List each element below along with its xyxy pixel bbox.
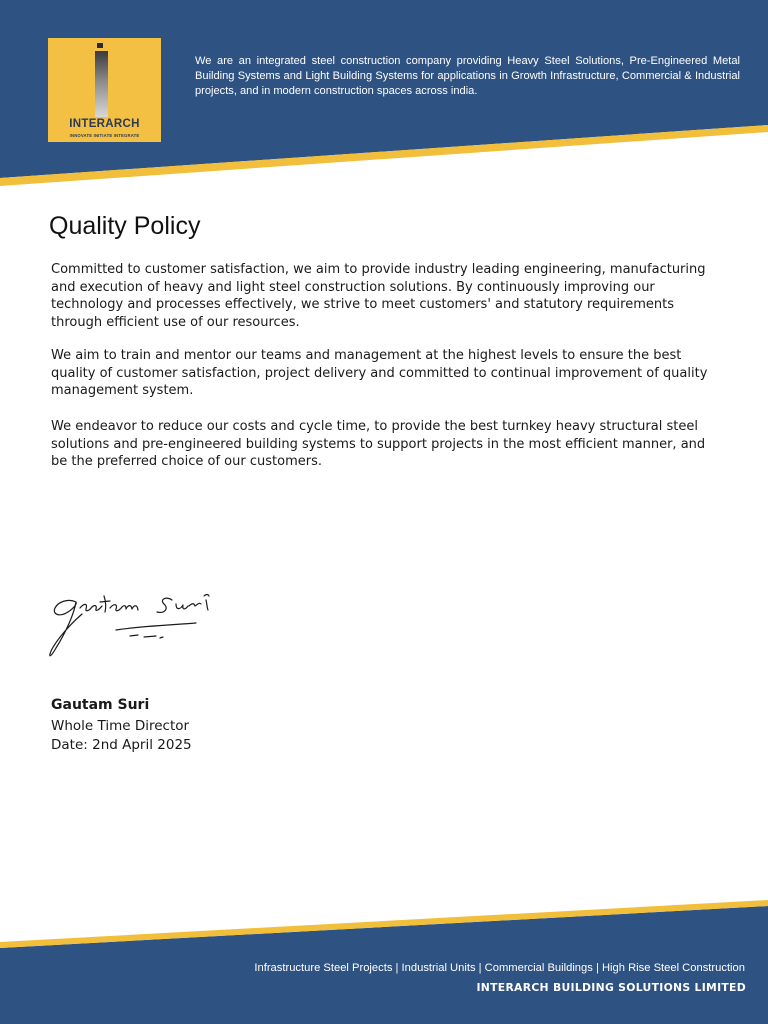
company-description: We are an integrated steel construction company providing Heavy Steel Solutions, Pre-Engineered Metal Building Systems and Light Building Systems for applications in Growth Infrastructure, Commercial & Industrial projects, and in modern construction spaces across india.	[195, 55, 740, 97]
signatory-role: Whole Time Director	[51, 718, 190, 734]
footer-company-name: INTERARCH BUILDING SOLUTIONS LIMITED	[476, 981, 746, 994]
logo-wordmark: INTERARCH	[69, 118, 140, 130]
policy-paragraph-3: We endeavor to reduce our costs and cycle time, to provide the best turnkey heavy structural steel solutions and pre-engineered building systems to support projects in the most efficient manner, and be the preferred choice of our customers.	[51, 419, 706, 470]
policy-paragraph-2: We aim to train and mentor our teams and management at the highest levels to ensure the best quality of customer satisfaction, project delivery and committed to continual improvement of quality management system.	[51, 348, 708, 399]
footer-services: Infrastructure Steel Projects | Industrial Units | Commercial Buildings | High Rise Steel Construction	[254, 962, 745, 974]
policy-paragraph-1: Committed to customer satisfaction, we aim to provide industry leading engineering, manufacturing and execution of heavy and light steel construction solutions. By continuously improving our technology and processes effectively, we strive to meet customers' and statutory requirements through efficient use of our resources.	[51, 262, 706, 330]
signatory-name: Gautam Suri	[51, 697, 150, 713]
logo-tagline: INNOVATE INITIATE INTEGRATE	[69, 133, 140, 138]
page-title: Quality Policy	[49, 212, 201, 240]
signature-date: Date: 2nd April 2025	[51, 737, 192, 753]
logo-mark-dot	[97, 43, 103, 48]
handwritten-signature	[46, 588, 216, 663]
interarch-logo-icon	[48, 38, 161, 142]
logo-mark-bar	[95, 51, 108, 117]
